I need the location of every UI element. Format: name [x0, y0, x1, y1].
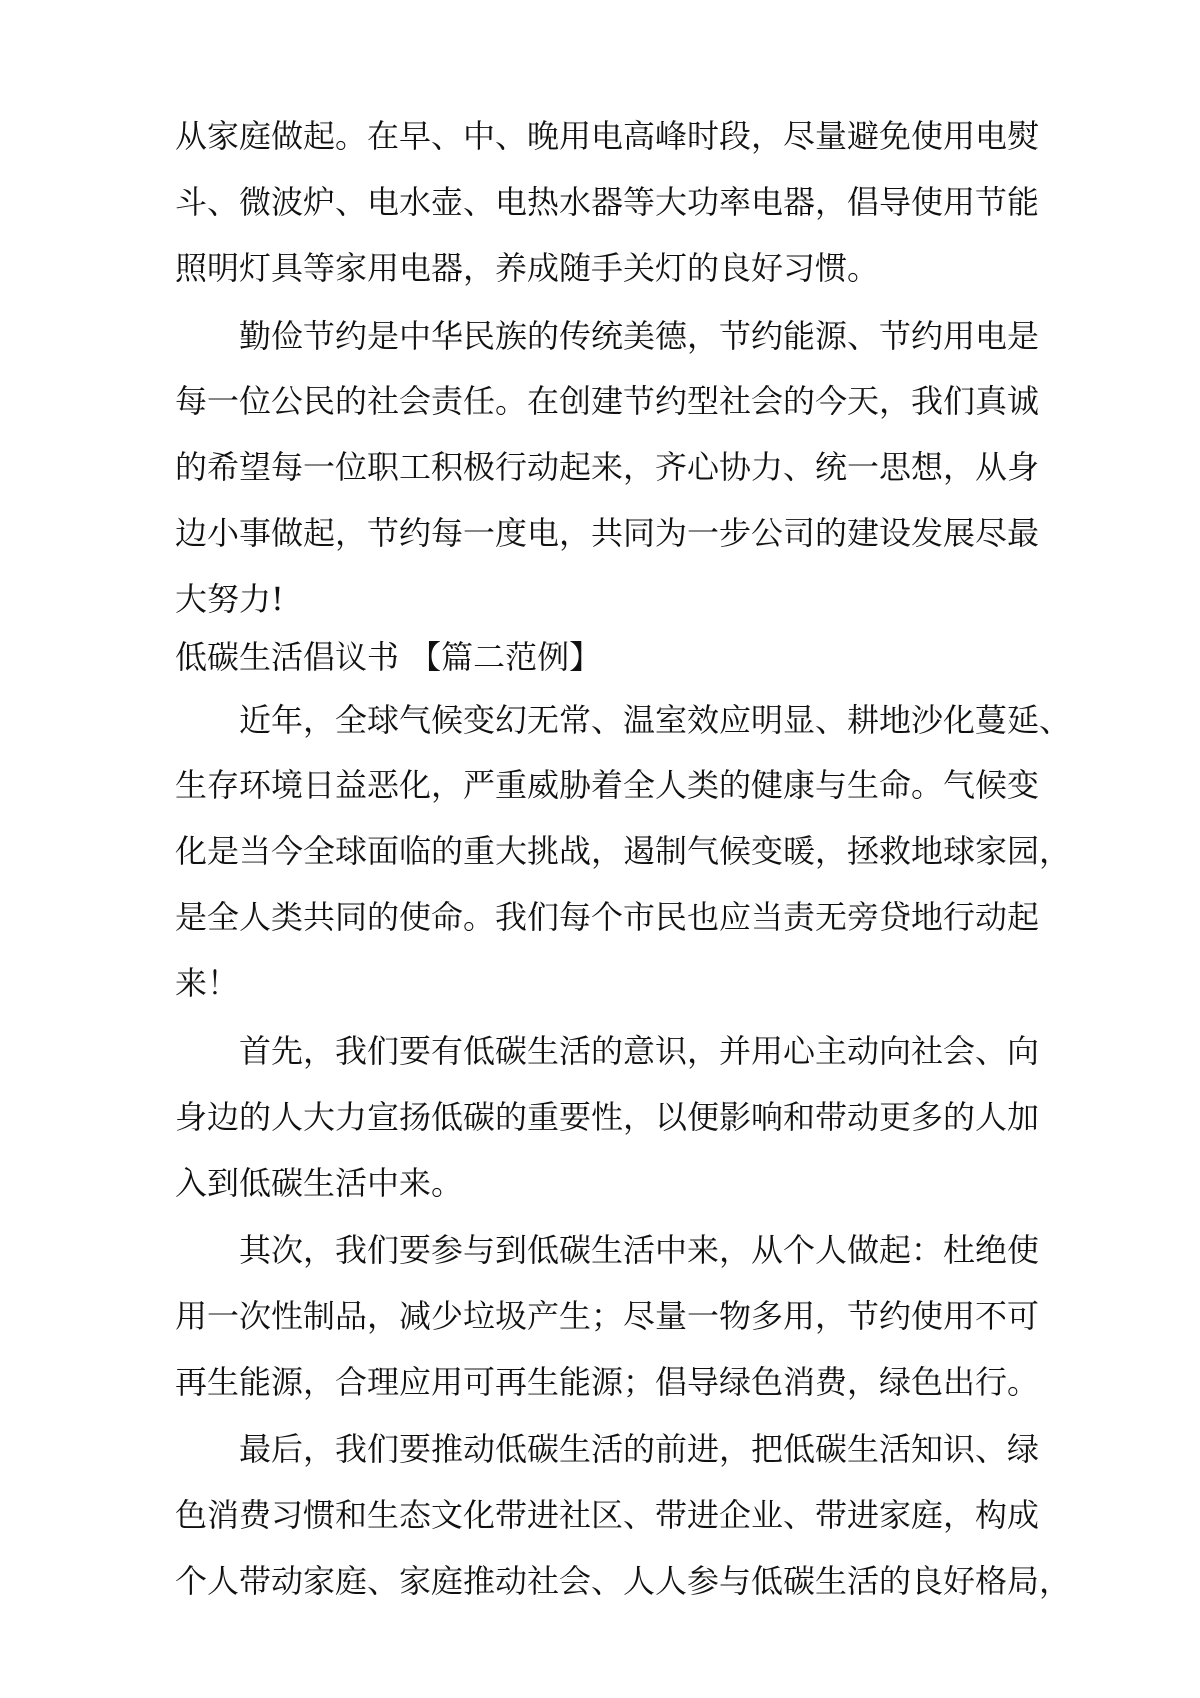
text-line: 其次，我们要参与到低碳生活中来，从个人做起：杜绝使 — [239, 1231, 1040, 1269]
text-line: 的希望每一位职工积极行动起来，齐心协力、统一思想，从身 — [175, 448, 1040, 486]
text-line: 每一位公民的社会责任。在创建节约型社会的今天，我们真诚 — [175, 382, 1040, 420]
text-line: 是全人类共同的使命。我们每个市民也应当责无旁贷地行动起 — [175, 898, 1040, 936]
text-line: 斗、微波炉、电水壶、电热水器等大功率电器，倡导使用节能 — [175, 183, 1040, 221]
text-line: 近年，全球气候变幻无常、温室效应明显、耕地沙化蔓延、 — [239, 701, 1072, 739]
text-line: 生存环境日益恶化，严重威胁着全人类的健康与生命。气候变 — [175, 766, 1040, 804]
text-line: 最后，我们要推动低碳生活的前进，把低碳生活知识、绿 — [239, 1430, 1040, 1468]
section-heading: 低碳生活倡议书 【篇二范例】 — [175, 638, 602, 676]
text-line: 色消费习惯和生态文化带进社区、带进企业、带进家庭，构成 — [175, 1496, 1040, 1534]
text-line: 身边的人大力宣扬低碳的重要性，以便影响和带动更多的人加 — [175, 1098, 1040, 1136]
text-line: 从家庭做起。在早、中、晚用电高峰时段，尽量避免使用电熨 — [175, 117, 1040, 155]
text-line: 用一次性制品，减少垃圾产生；尽量一物多用，节约使用不可 — [175, 1297, 1040, 1335]
text-line: 勤俭节约是中华民族的传统美德，节约能源、节约用电是 — [239, 317, 1040, 355]
text-line: 照明灯具等家用电器，养成随手关灯的良好习惯。 — [175, 249, 880, 287]
text-line: 首先，我们要有低碳生活的意识，并用心主动向社会、向 — [239, 1032, 1040, 1070]
text-line: 再生能源，合理应用可再生能源；倡导绿色消费，绿色出行。 — [175, 1363, 1040, 1401]
text-line: 边小事做起，节约每一度电，共同为一步公司的建设发展尽最 — [175, 514, 1040, 552]
text-line: 个人带动家庭、家庭推动社会、人人参与低碳生活的良好格局， — [175, 1562, 1072, 1600]
text-line: 入到低碳生活中来。 — [175, 1164, 464, 1202]
text-line: 大努力! — [175, 580, 284, 618]
text-line: 来！ — [175, 964, 240, 1002]
text-line: 化是当今全球面临的重大挑战，遏制气候变暖，拯救地球家园， — [175, 832, 1072, 870]
